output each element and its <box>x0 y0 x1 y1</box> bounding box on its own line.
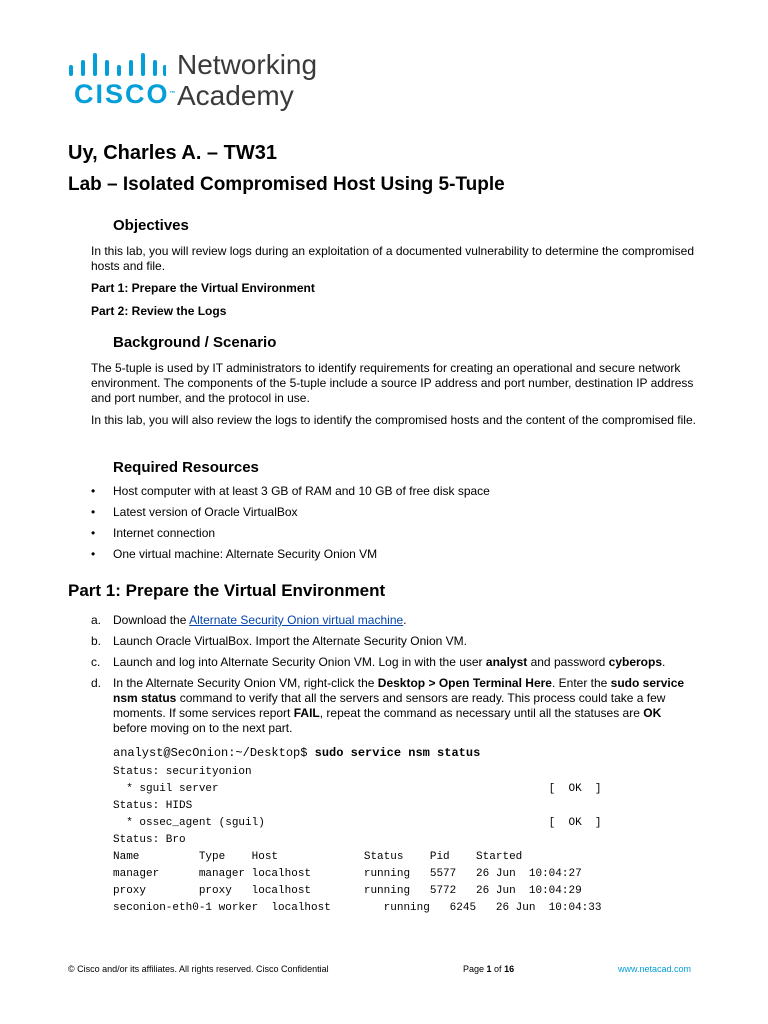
logo-academy: Academy <box>177 80 294 111</box>
background-paragraph-1: The 5-tuple is used by IT administrators to identify requirements for creating an operational and secure network environment. The components of the 5-tuple include a source IP address and port number, destination IP address and port number, and the protocol in use. <box>91 361 694 405</box>
terminal-command-line <box>113 745 480 762</box>
step-a: a. Download the Alternate Security Onion virtual machine. <box>91 613 407 627</box>
bullet-icon: • <box>91 484 96 498</box>
terminal-output-line: * ossec_agent (sguil) [ OK ] <box>113 817 602 829</box>
list-item: • Host computer with at least 3 GB of RAM and 10 GB of free disk space <box>91 484 490 498</box>
logo-networking: Networking <box>177 49 318 80</box>
terminal-prompt: analyst@SecOnion:~/Desktop$ <box>113 746 315 760</box>
list-item: • Internet connection <box>91 526 216 540</box>
resources-heading: Required Resources <box>113 459 259 476</box>
objectives-intro: In this lab, you will review logs during an exploitation of a documented vulnerability to determine the compromised hosts and file. <box>91 244 694 273</box>
lab-title: Lab – Isolated Compromised Host Using 5-Tuple <box>68 174 505 195</box>
terminal-command: sudo service nsm status <box>314 746 481 760</box>
footer-website-link[interactable]: www.netacad.com <box>618 964 692 974</box>
footer-page-number: Page 1 of 16 <box>463 964 515 974</box>
terminal-output-line: Status: HIDS <box>113 800 193 812</box>
terminal-output-line: * sguil server [ OK ] <box>113 783 602 795</box>
background-paragraph-2: In this lab, you will also review the logs to identify the compromised hosts and the content of the compromised file. <box>91 413 696 427</box>
step-d: d. In the Alternate Security Onion VM, right-click the Desktop > Open Terminal Here. Enter the sudo service nsm status command to verify that all the servers and sensors are ready. This process could take a few moments. If some services report FAIL, repeat the command as necessary until all the statuses are OK before moving on to the next part. <box>91 676 685 735</box>
terminal-output-line: manager manager localhost running 5577 26 Jun 10:04:27 <box>113 868 582 880</box>
terminal-output-line: Status: Bro <box>113 834 186 846</box>
step-c: c. Launch and log into Alternate Security Onion VM. Log in with the user analyst and password cyberops. <box>91 655 666 669</box>
bullet-icon: • <box>91 526 96 540</box>
cisco-wordmark: CISCO™ <box>74 79 176 109</box>
bullet-icon: • <box>91 505 96 519</box>
list-item: • One virtual machine: Alternate Security Onion VM <box>91 547 378 561</box>
objective-part-2: Part 2: Review the Logs <box>91 304 227 318</box>
part1-steps <box>91 613 691 742</box>
terminal-output-line: Name Type Host Status Pid Started <box>113 851 523 863</box>
cisco-bars-icon <box>68 53 166 79</box>
objectives-heading: Objectives <box>113 217 189 234</box>
objective-part-1: Part 1: Prepare the Virtual Environment <box>91 281 315 295</box>
terminal-output-line: Status: securityonion <box>113 766 252 778</box>
cisco-networking-academy-logo <box>68 50 328 112</box>
download-vm-link[interactable]: Alternate Security Onion virtual machine <box>189 613 404 627</box>
background-heading: Background / Scenario <box>113 334 277 351</box>
author-line: Uy, Charles A. – TW31 <box>68 142 277 164</box>
resources-list <box>91 484 490 568</box>
footer-copyright: © Cisco and/or its affiliates. All rights reserved. Cisco Confidential <box>68 964 329 974</box>
part1-heading: Part 1: Prepare the Virtual Environment <box>68 581 386 600</box>
terminal-output-line: proxy proxy localhost running 5772 26 Jun 10:04:29 <box>113 885 582 897</box>
bullet-icon: • <box>91 547 96 561</box>
list-item: • Latest version of Oracle VirtualBox <box>91 505 298 519</box>
terminal-output-line: seconion-eth0-1 worker localhost running 6245 26 Jun 10:04:33 <box>113 902 602 914</box>
step-b: b. Launch Oracle VirtualBox. Import the Alternate Security Onion VM. <box>91 634 467 648</box>
